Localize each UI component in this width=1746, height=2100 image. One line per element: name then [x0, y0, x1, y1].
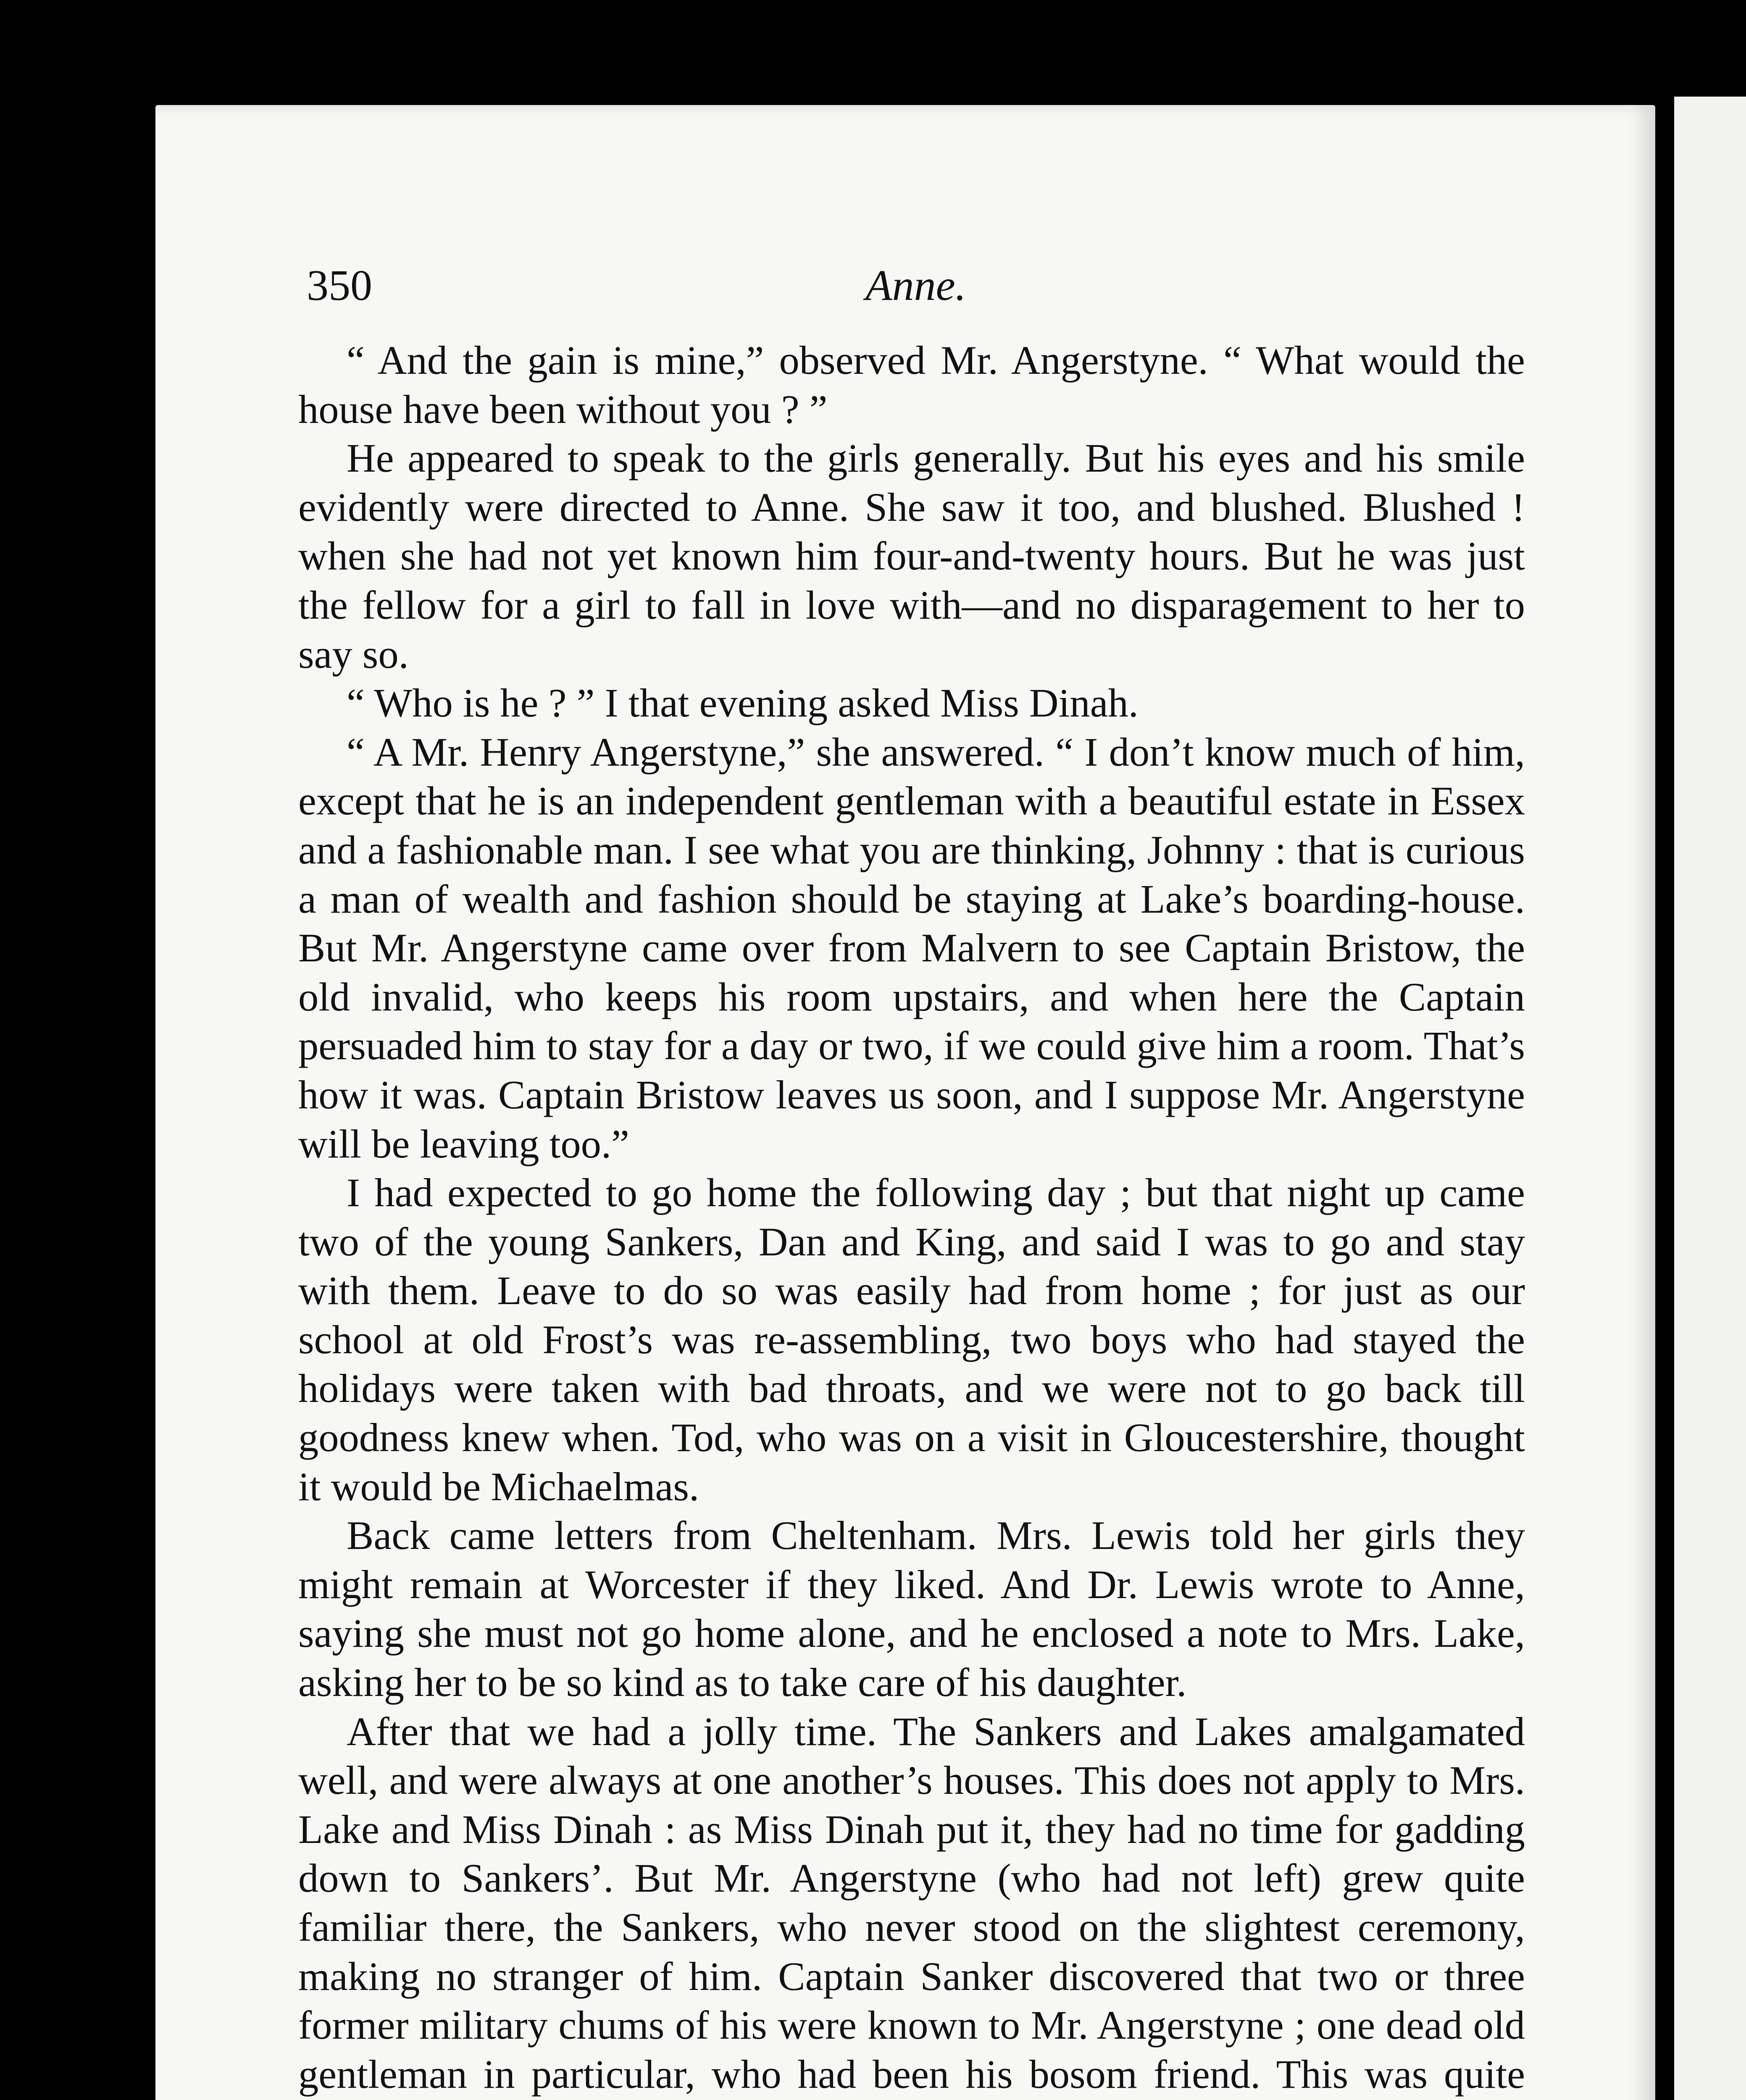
paragraph: I had expected to go home the following day ; but that night up came two of the young Sankers, Dan and King, and said I was to go and stay with them. Leave to do so was easily had from home ; for just as our school at old Frost’s was re-assembling, two boys who had stayed the holidays were taken with bad throats, and we were not to go back till goodness knew when. Tod, who was on a visit in Gloucestershire, thought it would be Michaelmas.: [298, 1170, 1525, 1509]
facing-page-edge: [1674, 97, 1746, 2100]
paragraph: “ And the gain is mine,” observed Mr. Angerstyne. “ What would the house have been without you ? ”: [298, 338, 1525, 432]
paragraph: Back came letters from Cheltenham. Mrs. Lewis told her girls they might remain at Worcester if they liked. And Dr. Lewis wrote to Anne, saying she must not go home alone, and he enclosed a note to Mrs. Lake, asking her to be so kind as to take care of his daughter.: [298, 1513, 1525, 1705]
body-text: [298, 336, 1525, 2100]
page-number: 350: [307, 261, 372, 310]
paragraph: After that we had a jolly time. The Sankers and Lakes amalgamated well, and were always at one another’s houses. This does not apply to Mrs. Lake and Miss Dinah : as Miss Dinah put it, they had no time for gadding down to Sankers’. But Mr. Angerstyne (who had not left) grew quite familiar there, the Sankers, who never stood on the slightest ceremony, making no stranger of him. Captain Sanker discovered that two or three former military chums of his were known to Mr. Angerstyne ; one dead old gentleman in particular, who had been his bosom friend. This was quite: [298, 1709, 1525, 2097]
paragraph: “ Who is he ? ” I that evening asked Miss Dinah.: [347, 680, 1139, 726]
page-header: [307, 260, 1525, 323]
paragraph: He appeared to speak to the girls generally. But his eyes and his smile evidently were directed to Anne. She saw it too, and blushed. Blushed ! when she had not yet known him four-and-twenty hours. But he was just the fellow for a girl to fall in love with—and no disparagement to her to say so.: [298, 436, 1525, 677]
paragraph: “ A Mr. Henry Angerstyne,” she answered. “ I don’t know much of him, except that he is an independent gentleman with a beautiful estate in Essex and a fashionable man. I see what you are thinking, Johnny : that is curious a man of wealth and fashion should be staying at Lake’s boarding-house. But Mr. Angerstyne came over from Malvern to see Captain Bristow, the old invalid, who keeps his room upstairs, and when here the Captain persuaded him to stay for a day or two, if we could give him a room. That’s how it was. Captain Bristow leaves us soon, and I suppose Mr. Angerstyne will be leaving too.”: [298, 729, 1525, 1166]
running-title: Anne.: [865, 261, 966, 310]
